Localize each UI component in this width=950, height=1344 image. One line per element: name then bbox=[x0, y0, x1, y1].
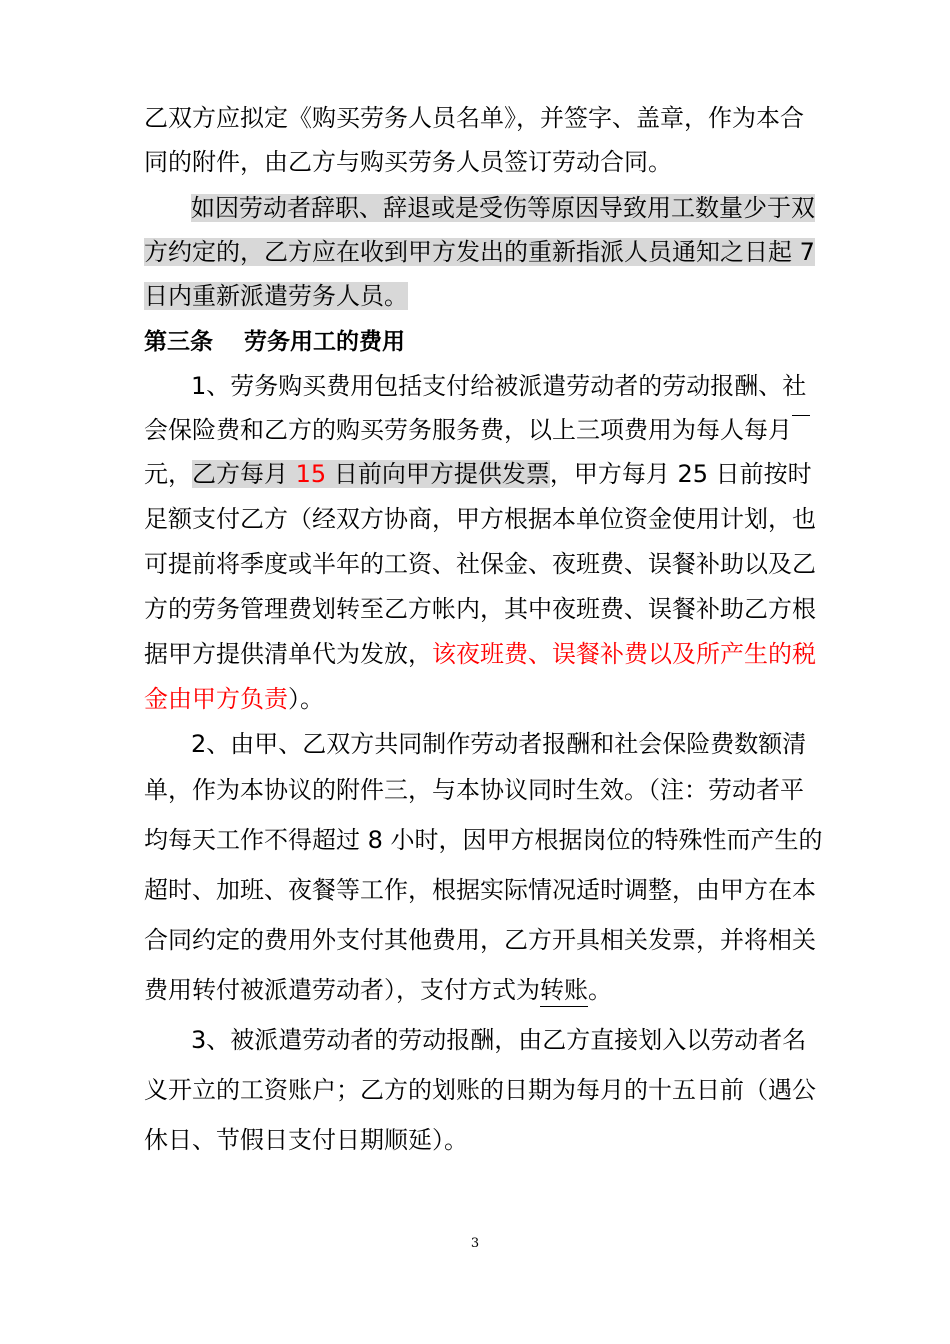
highlighted-text: 如因劳动者辞职、辞退或是受伤等原因导致用工数量少于双 bbox=[191, 194, 815, 222]
section-heading: 第三条 劳务用工的费用 bbox=[144, 329, 406, 355]
text-line: 均每天工作不得超过 8 小时，因甲方根据岗位的特殊性而产生的 bbox=[144, 826, 823, 854]
blank-underline bbox=[792, 415, 810, 416]
highlighted-text: 日内重新派遣劳务人员。 bbox=[144, 282, 408, 310]
text-line: 义开立的工资账户；乙方的划账的日期为每月的十五日前（遇公 bbox=[144, 1076, 816, 1104]
highlighted-text: 方约定的，乙方应在收到甲方发出的重新指派人员通知之日起 7 bbox=[144, 238, 815, 266]
highlighted-paragraph-line bbox=[144, 235, 815, 269]
text-line: 同的附件，由乙方与购买劳务人员签订劳动合同。 bbox=[144, 148, 672, 176]
text-line: 1、劳务购买费用包括支付给被派遣劳动者的劳动报酬、社 bbox=[191, 372, 807, 400]
text-line: 会保险费和乙方的购买劳务服务费，以上三项费用为每人每月 bbox=[144, 413, 810, 447]
text-line: 合同约定的费用外支付其他费用，乙方开具相关发票，并将相关 bbox=[144, 926, 816, 954]
text-line: 乙双方应拟定《购买劳务人员名单》，并签字、盖章，作为本合 bbox=[144, 104, 804, 132]
text-segment: 元， bbox=[144, 460, 192, 488]
red-text: 该夜班费、误餐补费以及所产生的税 bbox=[432, 640, 816, 668]
highlighted-paragraph-line bbox=[191, 191, 815, 225]
underlined-text: 转账 bbox=[540, 976, 588, 1007]
highlighted-text: 乙方每月 15 日前向甲方提供发票 bbox=[192, 460, 550, 488]
red-number: 15 bbox=[295, 460, 327, 488]
text-segment: ，甲方每月 25 日前按时 bbox=[549, 460, 812, 488]
text-line: 单，作为本协议的附件三，与本协议同时生效。（注：劳动者平 bbox=[144, 776, 804, 804]
text-line: 金由甲方负责）。 bbox=[144, 685, 324, 713]
text-line: 超时、加班、夜餐等工作，根据实际情况适时调整，由甲方在本 bbox=[144, 876, 816, 904]
text-line: 休日、节假日支付日期顺延）。 bbox=[144, 1126, 468, 1154]
page-number: 3 bbox=[470, 1236, 480, 1251]
text-line: 2、由甲、乙双方共同制作劳动者报酬和社会保险费数额清 bbox=[191, 730, 807, 758]
text-line: 3、被派遣劳动者的劳动报酬，由乙方直接划入以劳动者名 bbox=[191, 1026, 807, 1054]
text-line bbox=[144, 457, 812, 491]
highlighted-paragraph-line bbox=[144, 279, 408, 313]
text-line: 可提前将季度或半年的工资、社保金、夜班费、误餐补助以及乙 bbox=[144, 550, 816, 578]
red-text: 金由甲方负责 bbox=[144, 685, 288, 713]
text-line: 费用转付被派遣劳动者），支付方式为转账。 bbox=[144, 973, 612, 1007]
text-line: 足额支付乙方（经双方协商，甲方根据本单位资金使用计划，也 bbox=[144, 505, 816, 533]
text-line: 据甲方提供清单代为发放，该夜班费、误餐补费以及所产生的税 bbox=[144, 640, 816, 668]
text-line: 方的劳务管理费划转至乙方帐内，其中夜班费、误餐补助乙方根 bbox=[144, 595, 816, 623]
